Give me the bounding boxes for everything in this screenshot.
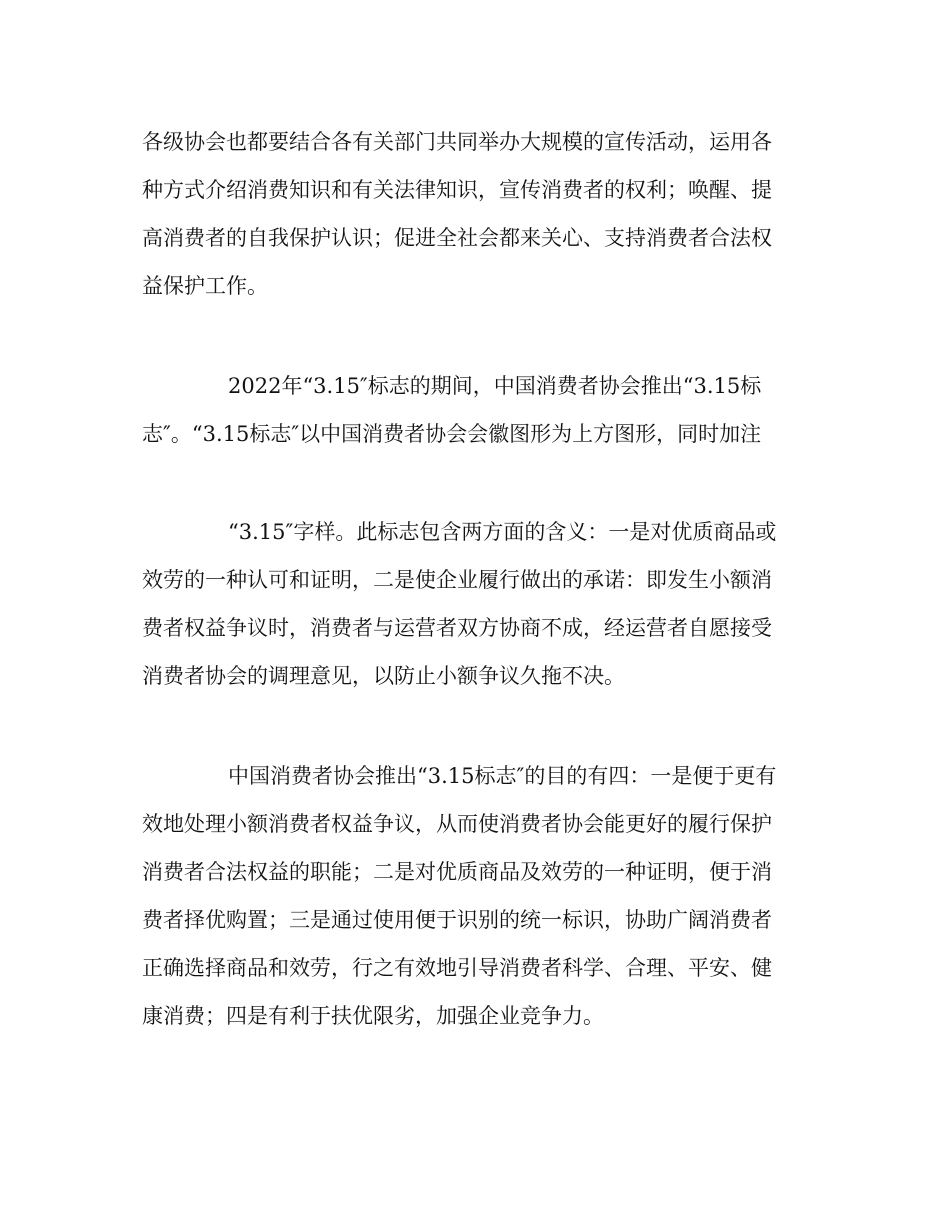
paragraph-line: 效劳的一种认可和证明，二是使企业履行做出的承诺：即发生小额消: [142, 568, 772, 592]
paragraph-line: 康消费；四是有利于扶优限劣，加强企业竞争力。: [142, 1004, 604, 1028]
paragraph-line: 消费者合法权益的职能；二是对优质商品及效劳的一种证明，便于消: [142, 860, 772, 884]
paragraph-line: 效地处理小额消费者权益争议，从而使消费者协会能更好的履行保护: [142, 812, 772, 836]
paragraph-4: [142, 752, 812, 1040]
paragraph-2: [142, 362, 812, 458]
paragraph-line: 中国消费者协会推出“3.15标志″的目的有四：一是便于更有: [228, 764, 777, 788]
paragraph-line: 消费者协会的调理意见，以防止小额争议久拖不决。: [142, 664, 625, 688]
paragraph-3: [142, 508, 812, 700]
paragraph-line: 益保护工作。: [142, 274, 268, 298]
paragraph-line: 种方式介绍消费知识和有关法律知识，宣传消费者的权利；唤醒、提: [142, 178, 772, 202]
paragraph-line: 高消费者的自我保护认识；促进全社会都来关心、支持消费者合法权: [142, 226, 772, 250]
paragraph-line: 2022年“3.15″标志的期间，中国消费者协会推出“3.15标: [228, 374, 762, 398]
paragraph-line: 费者择优购置；三是通过使用便于识别的统一标识，协助广阔消费者: [142, 908, 772, 932]
paragraph-line: 各级协会也都要结合各有关部门共同举办大规模的宣传活动，运用各: [142, 130, 772, 154]
paragraph-line: 志″。“3.15标志″以中国消费者协会会徽图形为上方图形，同时加注: [142, 422, 762, 446]
paragraph-line: 正确选择商品和效劳，行之有效地引导消费者科学、合理、平安、健: [142, 956, 772, 980]
paragraph-line: 费者权益争议时，消费者与运营者双方协商不成，经运营者自愿接受: [142, 616, 772, 640]
paragraph-1: [142, 118, 812, 310]
paragraph-line: “3.15″字样。此标志包含两方面的含义：一是对优质商品或: [228, 520, 777, 544]
